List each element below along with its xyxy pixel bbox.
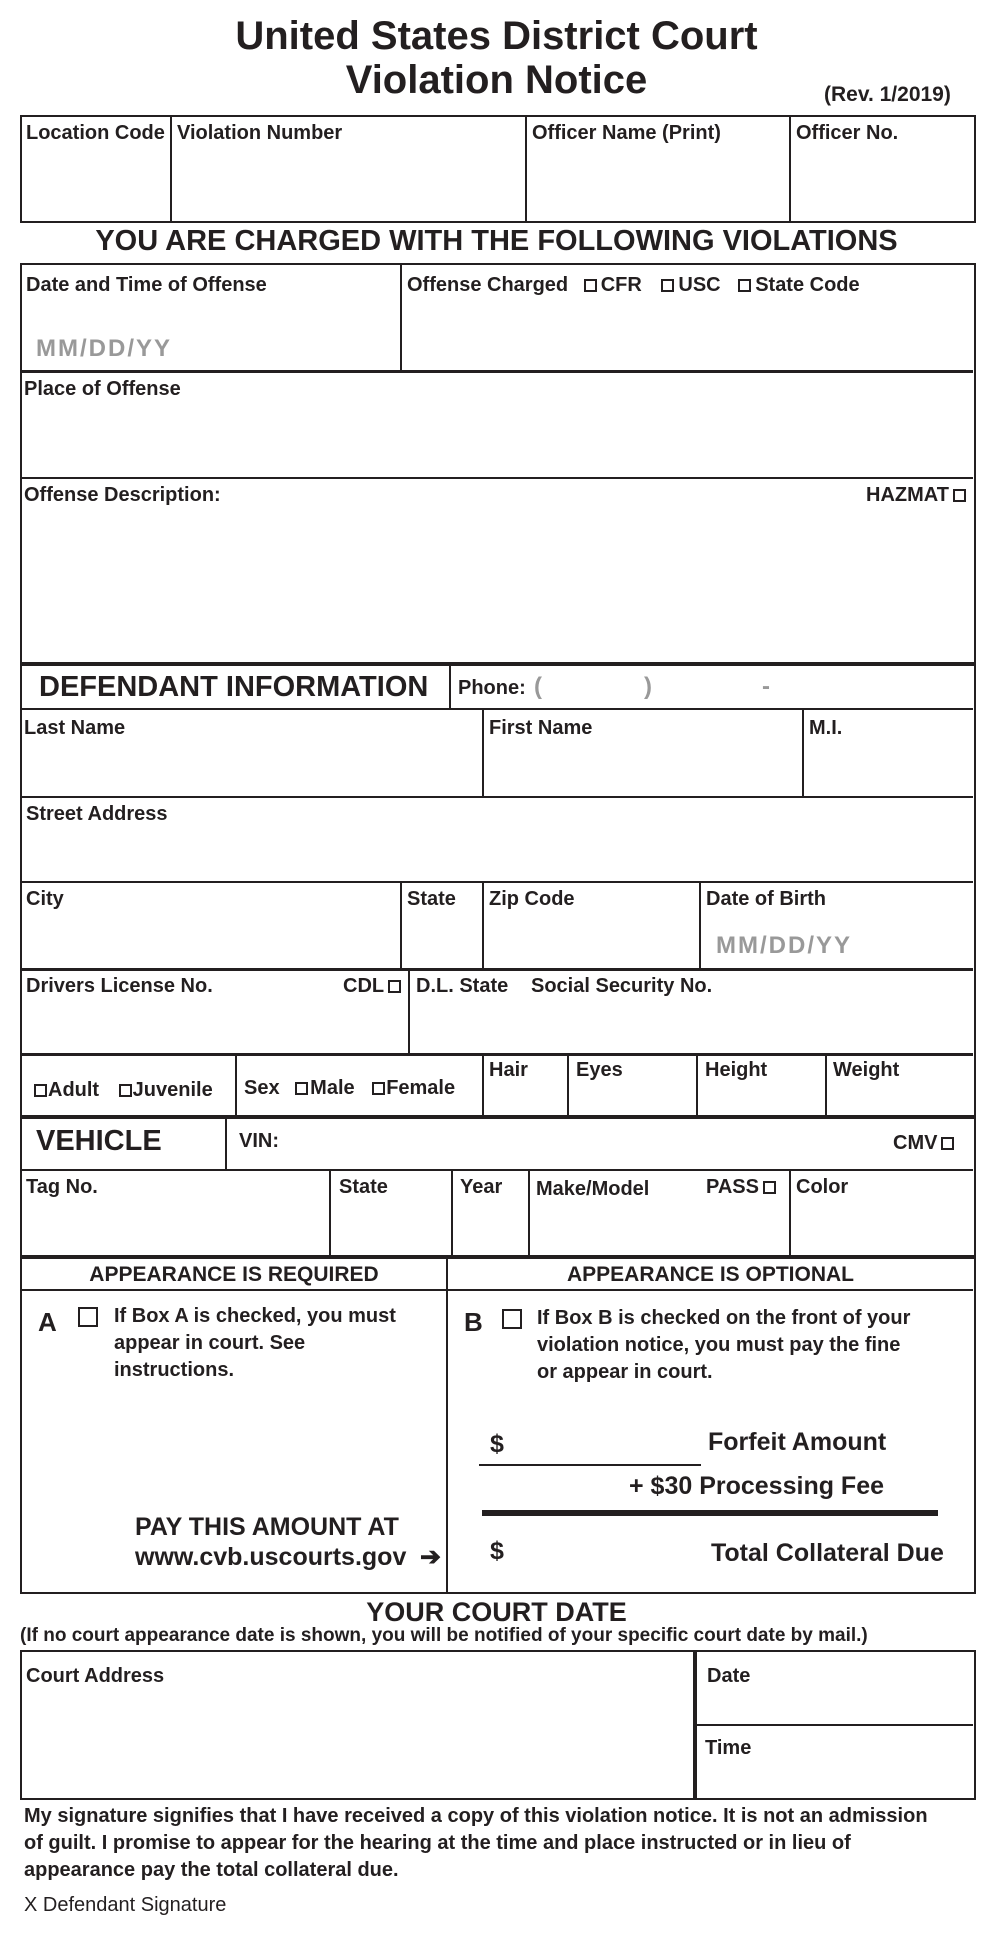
- juvenile-label: Juvenile: [132, 1079, 213, 1101]
- date-time-label: Date and Time of Offense: [26, 274, 267, 296]
- box-a-letter: A: [38, 1307, 57, 1337]
- pay-heading: PAY THIS AMOUNT AT: [135, 1513, 399, 1541]
- vehicle-box: [20, 1117, 976, 1257]
- offense-description-field[interactable]: Offense Description:: [24, 484, 221, 506]
- appearance-optional-heading: APPEARANCE IS OPTIONAL: [566, 1263, 855, 1286]
- cfr-checkbox[interactable]: [584, 279, 597, 292]
- box-b-letter: B: [464, 1307, 483, 1337]
- sex-label: Sex: [244, 1077, 280, 1099]
- court-address-field[interactable]: Court Address: [26, 1665, 165, 1687]
- revision-label: (Rev. 1/2019): [824, 83, 951, 106]
- violations-box: [20, 263, 976, 664]
- vehicle-heading: VEHICLE: [36, 1125, 162, 1157]
- defendant-heading: DEFENDANT INFORMATION: [39, 671, 429, 703]
- weight-field[interactable]: Weight: [833, 1059, 900, 1081]
- middle-initial-field[interactable]: M.I.: [809, 717, 843, 739]
- phone-label: Phone:: [458, 677, 526, 699]
- phone-field[interactable]: [534, 671, 964, 705]
- cdl-checkbox[interactable]: [388, 980, 401, 993]
- date-of-birth-field[interactable]: MM/DD/YY: [716, 932, 852, 959]
- last-name-field[interactable]: Last Name: [24, 717, 126, 739]
- pass-label: PASS: [706, 1176, 759, 1198]
- location-code-field[interactable]: Location Code: [26, 122, 165, 144]
- state-code-label: State Code: [755, 274, 860, 296]
- state-code-checkbox[interactable]: [738, 279, 751, 292]
- violations-heading: YOU ARE CHARGED WITH THE FOLLOWING VIOLATIONS: [95, 225, 898, 257]
- offense-charged-text: Offense Charged: [407, 274, 569, 296]
- pass-checkbox[interactable]: [763, 1181, 776, 1194]
- court-date-heading: YOUR COURT DATE: [366, 1597, 627, 1627]
- tag-number-field[interactable]: Tag No.: [26, 1176, 98, 1198]
- vin-field[interactable]: VIN:: [239, 1130, 279, 1152]
- offense-charged-label: [407, 273, 860, 297]
- sex-options: [244, 1076, 455, 1100]
- hazmat-checkbox[interactable]: [953, 489, 966, 502]
- signature-statement-line: appearance pay the total collateral due.: [24, 1859, 399, 1881]
- drivers-license-field[interactable]: Drivers License No.: [26, 975, 213, 997]
- cmv-label: CMV: [893, 1132, 938, 1154]
- forfeit-amount-field[interactable]: [479, 1464, 701, 1466]
- forfeit-amount-label: Forfeit Amount: [708, 1428, 887, 1456]
- signature-statement-line: My signature signifies that I have received a copy of this violation notice. It is not an admission: [24, 1805, 928, 1827]
- court-time-field[interactable]: Time: [705, 1737, 752, 1759]
- cdl-label: CDL: [343, 975, 385, 997]
- adult-checkbox[interactable]: [34, 1084, 47, 1097]
- phone-close-paren: ): [644, 673, 654, 700]
- date-time-field[interactable]: MM/DD/YY: [36, 335, 172, 362]
- make-model-field[interactable]: Make/Model: [536, 1178, 650, 1200]
- cdl-option: [343, 974, 405, 998]
- officer-info-box: [20, 115, 976, 223]
- female-label: Female: [386, 1077, 456, 1099]
- court-date-field[interactable]: Date: [707, 1665, 751, 1687]
- appearance-required-heading: APPEARANCE IS REQUIRED: [89, 1263, 379, 1286]
- total-dollar-sign: $: [490, 1537, 504, 1565]
- box-a-instructions: [114, 1303, 396, 1384]
- phone-open-paren: (: [534, 673, 544, 700]
- eyes-field[interactable]: Eyes: [576, 1059, 623, 1081]
- signature-statement: [24, 1803, 928, 1884]
- defendant-box: [20, 664, 976, 1117]
- city-field[interactable]: City: [26, 888, 64, 910]
- form-subtitle: Violation Notice: [345, 58, 648, 102]
- zip-code-field[interactable]: Zip Code: [489, 888, 575, 910]
- year-field[interactable]: Year: [460, 1176, 503, 1198]
- cfr-label: CFR: [600, 274, 642, 296]
- date-of-birth-label: Date of Birth: [706, 888, 826, 910]
- officer-name-field[interactable]: Officer Name (Print): [532, 122, 721, 144]
- usc-label: USC: [678, 274, 721, 296]
- box-a-line: instructions.: [114, 1359, 235, 1381]
- officer-number-field[interactable]: Officer No.: [796, 122, 899, 144]
- usc-checkbox[interactable]: [661, 279, 674, 292]
- hazmat-label: HAZMAT: [866, 484, 949, 506]
- total-collateral-label: Total Collateral Due: [711, 1539, 944, 1567]
- processing-fee-label: + $30 Processing Fee: [629, 1472, 885, 1500]
- ssn-field[interactable]: Social Security No.: [531, 975, 713, 997]
- place-of-offense-field[interactable]: Place of Offense: [24, 378, 181, 400]
- appearance-box: [20, 1257, 976, 1594]
- box-b-line: violation notice, you must pay the fine: [537, 1334, 901, 1356]
- box-a-checkbox[interactable]: [78, 1307, 98, 1327]
- box-a-line: appear in court. See: [114, 1332, 306, 1354]
- color-field[interactable]: Color: [796, 1176, 849, 1198]
- state-field[interactable]: State: [407, 888, 456, 910]
- box-b-checkbox[interactable]: [502, 1309, 522, 1329]
- court-date-note: (If no court appearance date is shown, you will be notified of your specific court date by mail.): [20, 1625, 868, 1646]
- adult-label: Adult: [48, 1079, 100, 1101]
- hair-field[interactable]: Hair: [489, 1059, 528, 1081]
- height-field[interactable]: Height: [705, 1059, 768, 1081]
- juvenile-checkbox[interactable]: [119, 1084, 132, 1097]
- form-title: United States District Court: [235, 14, 758, 58]
- pass-option: [706, 1175, 780, 1199]
- first-name-field[interactable]: First Name: [489, 717, 593, 739]
- vehicle-state-field[interactable]: State: [339, 1176, 388, 1198]
- box-b-instructions: [537, 1305, 910, 1386]
- cmv-option: [893, 1131, 958, 1155]
- phone-dash: -: [762, 673, 772, 700]
- box-a-line: If Box A is checked, you must: [114, 1305, 396, 1327]
- total-divider: [482, 1510, 938, 1516]
- defendant-signature-field[interactable]: X Defendant Signature: [24, 1894, 227, 1916]
- dl-state-field[interactable]: D.L. State: [416, 975, 509, 997]
- violation-number-field[interactable]: Violation Number: [177, 122, 343, 144]
- street-address-field[interactable]: Street Address: [26, 803, 168, 825]
- box-b-line: or appear in court.: [537, 1361, 713, 1383]
- box-b-line: If Box B is checked on the front of your: [537, 1307, 911, 1329]
- signature-statement-line: of guilt. I promise to appear for the hearing at the time and place instructed or in lieu of: [24, 1832, 851, 1854]
- payment-url-link[interactable]: www.cvb.uscourts.gov: [135, 1543, 407, 1571]
- female-checkbox[interactable]: [372, 1082, 385, 1095]
- cmv-checkbox[interactable]: [941, 1137, 954, 1150]
- forfeit-dollar-sign: $: [490, 1430, 504, 1458]
- male-label: Male: [310, 1077, 355, 1099]
- male-checkbox[interactable]: [295, 1082, 308, 1095]
- hazmat-option: [866, 483, 970, 507]
- court-box: [20, 1650, 976, 1800]
- arrow-right-icon: ➔: [420, 1543, 441, 1571]
- age-options: [34, 1078, 213, 1102]
